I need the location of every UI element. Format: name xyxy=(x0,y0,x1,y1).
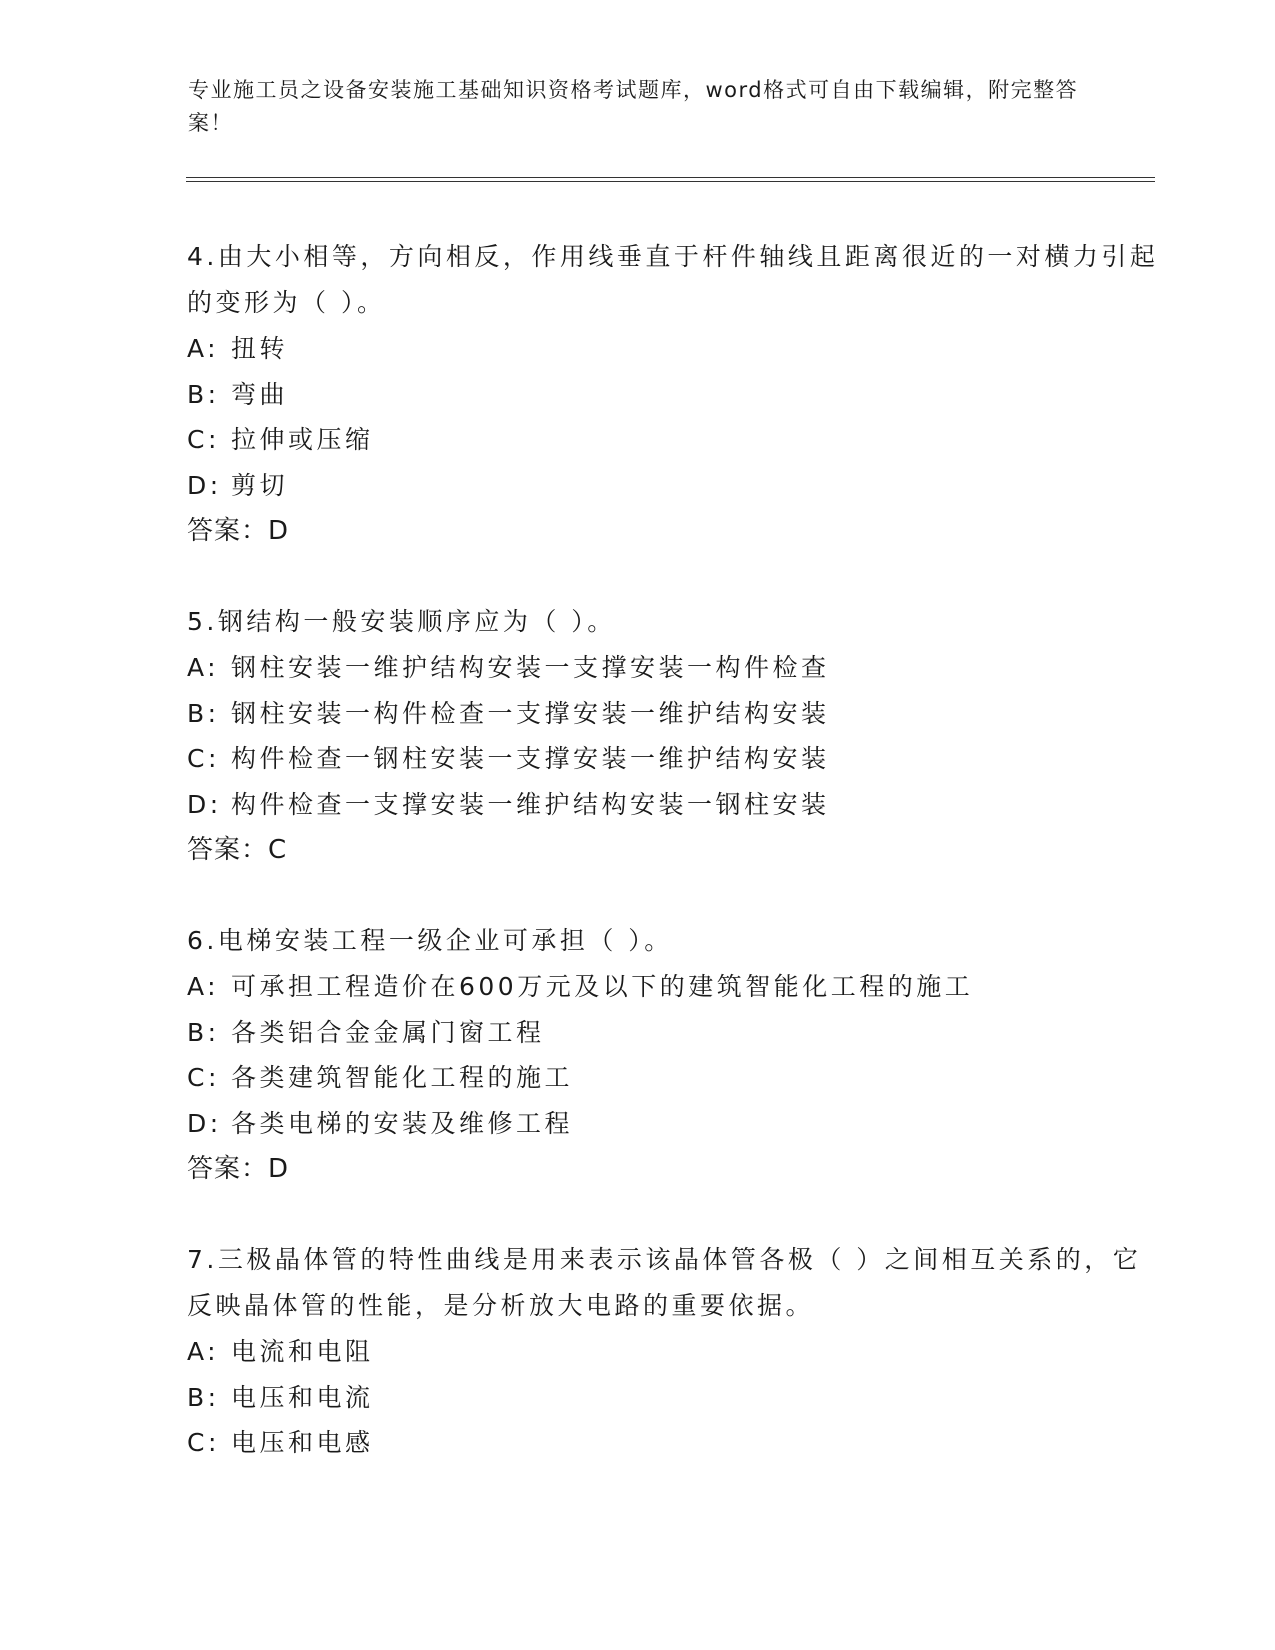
question-list xyxy=(187,234,1167,1511)
option-d xyxy=(187,1101,1167,1147)
option-letter: A: xyxy=(187,972,220,1001)
option-text: 各类建筑智能化工程的施工 xyxy=(231,1063,574,1092)
question-6 xyxy=(187,918,1167,1192)
option-letter: B: xyxy=(187,1382,220,1412)
option-text: 拉伸或压缩 xyxy=(231,425,374,454)
option-a xyxy=(187,326,1167,372)
option-c xyxy=(187,736,1167,782)
answer-line: 答案：D xyxy=(187,516,290,546)
option-b xyxy=(187,372,1167,418)
option-letter: C: xyxy=(187,425,220,454)
option-text: 电压和电流 xyxy=(231,1382,374,1412)
question-5 xyxy=(187,599,1167,873)
option-letter: D: xyxy=(187,789,222,819)
option-c xyxy=(187,1055,1167,1101)
question-7 xyxy=(187,1237,1167,1466)
option-c xyxy=(187,417,1167,463)
question-stem: 7.三极晶体管的特性曲线是用来表示该晶体管各极（ ）之间相互关系的，它反映晶体管的性能，是分析放大电路的重要依据。 xyxy=(187,1245,1142,1320)
option-text: 各类电梯的安装及维修工程 xyxy=(231,1108,574,1138)
option-d xyxy=(187,782,1167,828)
option-a xyxy=(187,1329,1167,1375)
option-text: 弯曲 xyxy=(231,379,289,409)
option-text: 剪切 xyxy=(231,470,289,500)
option-c xyxy=(187,1420,1167,1466)
option-d xyxy=(187,463,1167,509)
option-text: 构件检查一钢柱安装一支撑安装一维护结构安装 xyxy=(231,744,830,773)
option-text: 钢柱安装一维护结构安装一支撑安装一构件检查 xyxy=(231,653,830,682)
question-stem: 5.钢结构一般安装顺序应为（ ）。 xyxy=(187,607,616,636)
question-4 xyxy=(187,234,1167,554)
option-letter: A: xyxy=(187,334,220,363)
option-text: 扭转 xyxy=(231,334,289,363)
question-stem: 6.电梯安装工程一级企业可承担（ ）。 xyxy=(187,926,673,955)
question-stem: 4.由大小相等，方向相反，作用线垂直于杆件轴线且距离很近的一对横力引起的变形为（ ）。 xyxy=(187,242,1159,317)
option-letter: D: xyxy=(187,470,222,500)
document-header: 专业施工员之设备安装施工基础知识资格考试题库，word格式可自由下载编辑，附完整答案！ xyxy=(188,78,1079,135)
header-double-rule xyxy=(186,177,1155,182)
option-text: 各类铝合金金属门窗工程 xyxy=(231,1017,545,1047)
option-text: 钢柱安装一构件检查一支撑安装一维护结构安装 xyxy=(231,698,830,728)
option-b xyxy=(187,1375,1167,1421)
option-letter: B: xyxy=(187,379,220,409)
option-letter: A: xyxy=(187,653,220,682)
answer-line: 答案：D xyxy=(187,1154,290,1184)
option-letter: D: xyxy=(187,1108,222,1138)
option-b xyxy=(187,1010,1167,1056)
answer-line: 答案：C xyxy=(187,835,288,865)
option-a xyxy=(187,964,1167,1010)
option-letter: C: xyxy=(187,744,220,773)
option-letter: C: xyxy=(187,1428,220,1457)
option-b xyxy=(187,691,1167,737)
option-letter: B: xyxy=(187,1017,220,1047)
option-a xyxy=(187,645,1167,691)
option-text: 可承担工程造价在600万元及以下的建筑智能化工程的施工 xyxy=(231,972,974,1001)
option-letter: B: xyxy=(187,698,220,728)
option-letter: C: xyxy=(187,1063,220,1092)
option-text: 构件检查一支撑安装一维护结构安装一钢柱安装 xyxy=(231,789,830,819)
option-text: 电流和电阻 xyxy=(231,1337,374,1366)
option-letter: A: xyxy=(187,1337,220,1366)
option-text: 电压和电感 xyxy=(231,1428,374,1457)
